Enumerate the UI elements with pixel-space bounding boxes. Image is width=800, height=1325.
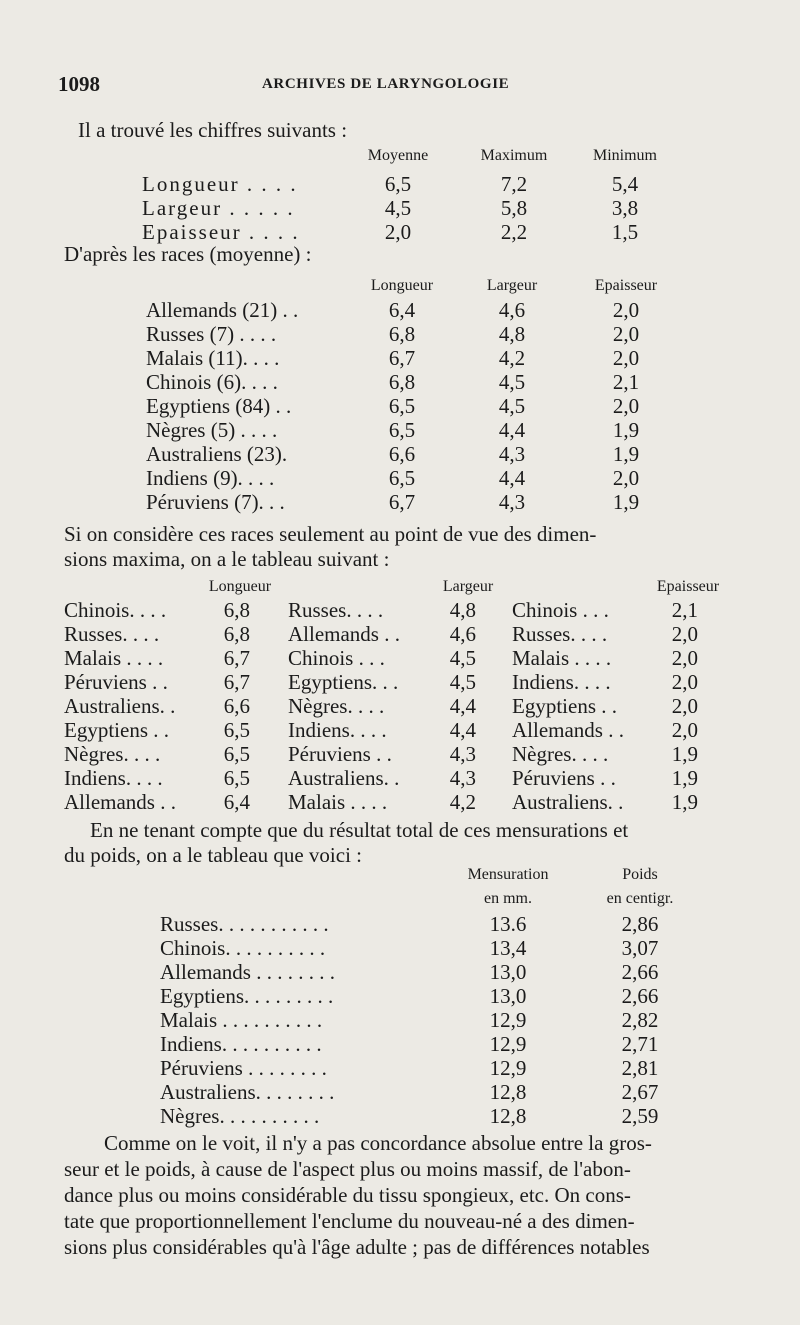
race-value: 2,0 [671,670,698,694]
row-label: Péruviens . . . . . . . . [160,1056,327,1080]
cell-value: 6,5 [388,394,416,418]
race-label: Indiens. . . . [512,670,611,694]
row-label: Longueur . . . . [142,172,298,196]
cell-value: 12,8 [489,1080,527,1104]
cell-value: 4,6 [498,298,526,322]
cell-value: 13,0 [489,984,527,1008]
cell-value: 4,4 [498,466,526,490]
column-header: Epaisseur [656,578,720,595]
cell-value: 13,0 [489,960,527,984]
row-label: Largeur . . . . . [142,196,295,220]
row-label: Russes (7) . . . . [146,322,277,346]
row-label: Nègres. . . . . . . . . . [160,1104,320,1128]
race-label: Nègres. . . . [512,742,609,766]
race-value: 6,5 [223,766,250,790]
column-header: Epaisseur [594,277,658,294]
row-label: Malais . . . . . . . . . . [160,1008,323,1032]
race-value: 2,0 [671,694,698,718]
race-value: 6,5 [223,718,250,742]
paragraph-line: seur et le poids, à cause de l'aspect plus ou moins massif, de l'abon- [64,1157,631,1181]
column-header: Largeur [486,277,538,294]
race-value: 4,5 [449,670,476,694]
race-value: 6,8 [223,622,250,646]
cell-value: 6,4 [388,298,416,322]
race-label: Malais . . . . [64,646,164,670]
race-value: 1,9 [671,766,698,790]
race-label: Malais . . . . [512,646,612,670]
race-label: Chinois . . . [288,646,385,670]
paragraph-line: Comme on le voit, il n'y a pas concordance absolue entre la gros- [104,1131,652,1155]
row-label: Chinois (6). . . . [146,370,278,394]
paragraph-line: En ne tenant compte que du résultat total de ces mensurations et [90,818,629,842]
race-label: Australiens. . [512,790,624,814]
cell-value: 12,9 [489,1056,527,1080]
race-value: 6,6 [223,694,250,718]
cell-value: 2,0 [612,394,640,418]
row-label: Allemands . . . . . . . . [160,960,335,984]
race-label: Allemands . . [512,718,624,742]
race-value: 4,8 [449,598,476,622]
paragraph-line: tate que proportionnellement l'enclume du nouveau-né a des dimen- [64,1209,635,1233]
paragraph-line: Si on considère ces races seulement au point de vue des dimen- [64,522,597,546]
race-label: Péruviens . . [512,766,616,790]
race-value: 6,4 [223,790,250,814]
cell-value: 6,7 [388,346,416,370]
cell-value: 6,6 [388,442,416,466]
race-label: Nègres. . . . [64,742,161,766]
column-header: Longueur [208,578,272,595]
cell-value: 12,9 [489,1008,527,1032]
race-label: Egyptiens . . [64,718,169,742]
cell-value: 2,1 [612,370,640,394]
race-label: Péruviens . . [64,670,168,694]
cell-value: 6,8 [388,370,416,394]
cell-value: 6,5 [388,418,416,442]
cell-value: 4,3 [498,442,526,466]
race-label: Nègres. . . . [288,694,385,718]
cell-value: 4,3 [498,490,526,514]
paragraph-maxima [64,522,736,572]
cell-value: 2,0 [384,220,412,244]
race-value: 4,2 [449,790,476,814]
race-label: Australiens. . [64,694,176,718]
race-value: 4,4 [449,694,476,718]
running-title: ARCHIVES DE LARYNGOLOGIE [262,76,510,92]
cell-value: 2,0 [612,322,640,346]
row-label: Chinois. . . . . . . . . . [160,936,326,960]
cell-value: 3,07 [621,936,659,960]
race-label: Russes. . . . [288,598,384,622]
row-label: Allemands (21) . . [146,298,299,322]
race-label: Allemands . . [288,622,400,646]
cell-value: 2,66 [621,960,659,984]
race-value: 6,5 [223,742,250,766]
race-label: Chinois. . . . [64,598,167,622]
cell-value: 13.6 [489,912,527,936]
cell-value: 2,0 [612,466,640,490]
column-header: Minimum [592,147,657,164]
cell-value: 7,2 [500,172,528,196]
cell-value: 4,4 [498,418,526,442]
race-value: 4,3 [449,766,476,790]
race-label: Malais . . . . [288,790,388,814]
column-header: Mensuration [467,866,549,883]
race-value: 2,0 [671,646,698,670]
races-intro-text: D'après les races (moyenne) : [64,242,312,266]
cell-value: 2,86 [621,912,659,936]
cell-value: 1,5 [611,220,639,244]
cell-value: 6,5 [384,172,412,196]
intro-text: Il a trouvé les chiffres suivants : [78,118,348,142]
row-label: Indiens (9). . . . [146,466,275,490]
race-value: 1,9 [671,790,698,814]
race-label: Russes. . . . [512,622,608,646]
cell-value: 2,66 [621,984,659,1008]
cell-value: 1,9 [612,490,640,514]
row-label: Egyptiens (84) . . [146,394,292,418]
cell-value: 4,8 [498,322,526,346]
race-label: Australiens. . [288,766,400,790]
race-label: Egyptiens. . . [288,670,399,694]
page-number: 1098 [58,72,100,96]
cell-value: 6,7 [388,490,416,514]
paragraph-line: sions maxima, on a le tableau suivant : [64,547,390,571]
cell-value: 2,0 [612,346,640,370]
paragraph-total [64,818,736,868]
race-value: 1,9 [671,742,698,766]
race-value: 4,5 [449,646,476,670]
cell-value: 6,5 [388,466,416,490]
cell-value: 4,5 [384,196,412,220]
paragraph-line: du poids, on a le tableau que voici : [64,843,363,867]
column-subheader: en mm. [484,890,532,907]
cell-value: 5,8 [500,196,528,220]
row-label: Nègres (5) . . . . [146,418,278,442]
paragraph-line: dance plus ou moins considérable du tissu spongieux, etc. On cons- [64,1183,631,1207]
row-label: Malais (11). . . . [146,346,280,370]
cell-value: 4,2 [498,346,526,370]
race-label: Allemands . . [64,790,176,814]
row-label: Russes. . . . . . . . . . . [160,912,329,936]
race-label: Russes. . . . [64,622,160,646]
race-value: 2,1 [671,598,698,622]
cell-value: 2,0 [612,298,640,322]
row-label: Indiens. . . . . . . . . . [160,1032,322,1056]
cell-value: 2,81 [621,1056,659,1080]
race-value: 4,3 [449,742,476,766]
column-header: Maximum [480,147,548,164]
cell-value: 12,9 [489,1032,527,1056]
race-label: Egyptiens . . [512,694,617,718]
column-header: Largeur [442,578,494,595]
cell-value: 1,9 [612,418,640,442]
row-label: Epaisseur . . . . [142,220,300,244]
row-label: Egyptiens. . . . . . . . . [160,984,334,1008]
cell-value: 3,8 [611,196,639,220]
cell-value: 1,9 [612,442,640,466]
row-label: Australiens (23). [146,442,288,466]
paragraph-line: sions plus considérables qu'à l'âge adulte ; pas de différences notables [64,1235,650,1259]
cell-value: 13,4 [489,936,527,960]
column-header: Poids [622,866,658,883]
cell-value: 2,71 [621,1032,659,1056]
race-value: 4,6 [449,622,476,646]
race-value: 6,8 [223,598,250,622]
cell-value: 12,8 [489,1104,527,1128]
column-header: Moyenne [367,147,429,164]
race-value: 4,4 [449,718,476,742]
cell-value: 2,67 [621,1080,659,1104]
paragraph-conclusion [64,1130,740,1260]
column-header: Longueur [370,277,434,294]
race-label: Chinois . . . [512,598,609,622]
race-value: 6,7 [223,646,250,670]
cell-value: 4,5 [498,370,526,394]
race-label: Péruviens . . [288,742,392,766]
cell-value: 5,4 [611,172,639,196]
cell-value: 6,8 [388,322,416,346]
race-value: 2,0 [671,718,698,742]
cell-value: 2,2 [500,220,528,244]
race-label: Indiens. . . . [64,766,163,790]
cell-value: 2,82 [621,1008,659,1032]
race-value: 6,7 [223,670,250,694]
row-label: Péruviens (7). . . [146,490,285,514]
race-label: Indiens. . . . [288,718,387,742]
cell-value: 4,5 [498,394,526,418]
cell-value: 2,59 [621,1104,659,1128]
race-value: 2,0 [671,622,698,646]
row-label: Australiens. . . . . . . . [160,1080,335,1104]
column-subheader: en centigr. [606,890,674,907]
